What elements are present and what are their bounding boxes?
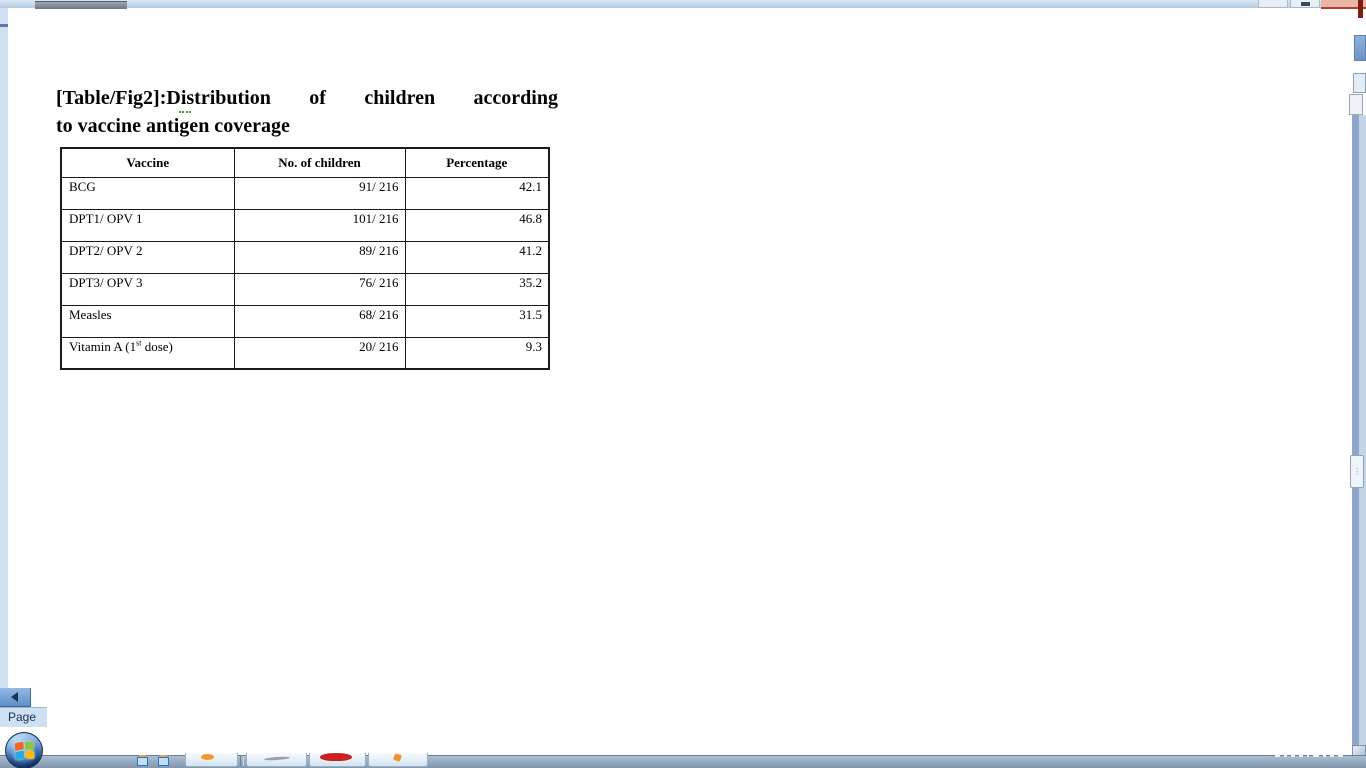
cell-percentage: 31.5 <box>405 305 549 337</box>
table-row <box>61 241 549 273</box>
table-row <box>61 337 549 369</box>
start-button[interactable] <box>5 732 43 768</box>
cell-percentage: 42.1 <box>405 177 549 209</box>
cell-percentage: 46.8 <box>405 209 549 241</box>
close-icon <box>1358 0 1363 18</box>
window-left-edge <box>0 8 8 695</box>
cell-vaccine <box>61 337 234 369</box>
title-word: of <box>309 87 326 109</box>
cell-vaccine: DPT1/ OPV 1 <box>61 209 234 241</box>
cell-vaccine: BCG <box>61 177 234 209</box>
figure-title-line1 <box>56 84 558 112</box>
horizontal-scrollbar-left-button[interactable] <box>0 688 31 707</box>
cell-count: 89/ 216 <box>234 241 405 273</box>
orange-app-icon-2 <box>393 753 402 762</box>
left-edge-mark <box>0 24 8 27</box>
cell-count: 101/ 216 <box>234 209 405 241</box>
table-row <box>61 305 549 337</box>
right-edge-button-fragment[interactable] <box>1354 35 1366 61</box>
table-row <box>61 273 549 305</box>
spellcheck-squiggle-icon <box>179 107 191 113</box>
title-word: children <box>364 87 436 109</box>
quick-launch-icon-1[interactable] <box>137 757 148 766</box>
title-word: according <box>473 87 558 109</box>
taskbar-button-3[interactable] <box>309 753 366 767</box>
taskbar-divider <box>240 756 241 766</box>
windows-logo-icon <box>15 742 35 760</box>
cell-percentage: 35.2 <box>405 273 549 305</box>
vertical-scrollbar-track[interactable] <box>1352 115 1366 745</box>
taskbar-clock[interactable] <box>1275 754 1343 758</box>
cell-vaccine: DPT2/ OPV 2 <box>61 241 234 273</box>
cell-percentage: 9.3 <box>405 337 549 369</box>
cell-count: 91/ 216 <box>234 177 405 209</box>
cell-vaccine: DPT3/ OPV 3 <box>61 273 234 305</box>
maximize-button-fragment[interactable] <box>1290 0 1320 8</box>
figure-title-line2: to vaccine antigen coverage <box>56 115 290 137</box>
taskbar-button-1[interactable] <box>185 753 238 767</box>
vertical-scrollbar-thumb[interactable]: ⋮ <box>1350 455 1364 488</box>
minimize-button-fragment[interactable] <box>1258 0 1288 8</box>
quick-launch-icon-2[interactable] <box>158 757 169 766</box>
header-no-of-children: No. of children <box>234 148 405 177</box>
background-window-titlebar-sliver <box>0 0 1366 8</box>
page-status-label: Page <box>8 710 37 724</box>
cell-count: 76/ 216 <box>234 273 405 305</box>
table-row <box>61 177 549 209</box>
status-bar-fragment <box>0 707 47 727</box>
taskbar-button-4[interactable] <box>368 753 428 767</box>
vaccine-text: Vitamin A (1 <box>69 338 137 354</box>
orange-app-icon <box>201 754 214 760</box>
scrollbar-up-button[interactable] <box>1353 73 1366 93</box>
vaccine-text: dose) <box>141 338 173 354</box>
gray-app-icon <box>264 756 290 761</box>
title-word: [Table/Fig2]:Distribution <box>56 87 271 109</box>
table-header-row <box>61 148 549 177</box>
taskbar-button-2[interactable] <box>246 753 307 767</box>
superscript-st: st <box>136 338 142 348</box>
vaccine-coverage-table <box>60 147 550 370</box>
header-vaccine: Vaccine <box>61 148 234 177</box>
taskbar-divider <box>243 756 244 766</box>
cell-vaccine: Measles <box>61 305 234 337</box>
figure-title <box>56 84 558 140</box>
cell-percentage: 41.2 <box>405 241 549 273</box>
scrollbar-split-button[interactable] <box>1349 94 1363 115</box>
table-row <box>61 209 549 241</box>
header-percentage: Percentage <box>405 148 549 177</box>
red-app-icon <box>320 753 352 761</box>
cell-count: 20/ 216 <box>234 337 405 369</box>
cell-count: 68/ 216 <box>234 305 405 337</box>
background-titlebar-dark-segment <box>35 1 127 9</box>
